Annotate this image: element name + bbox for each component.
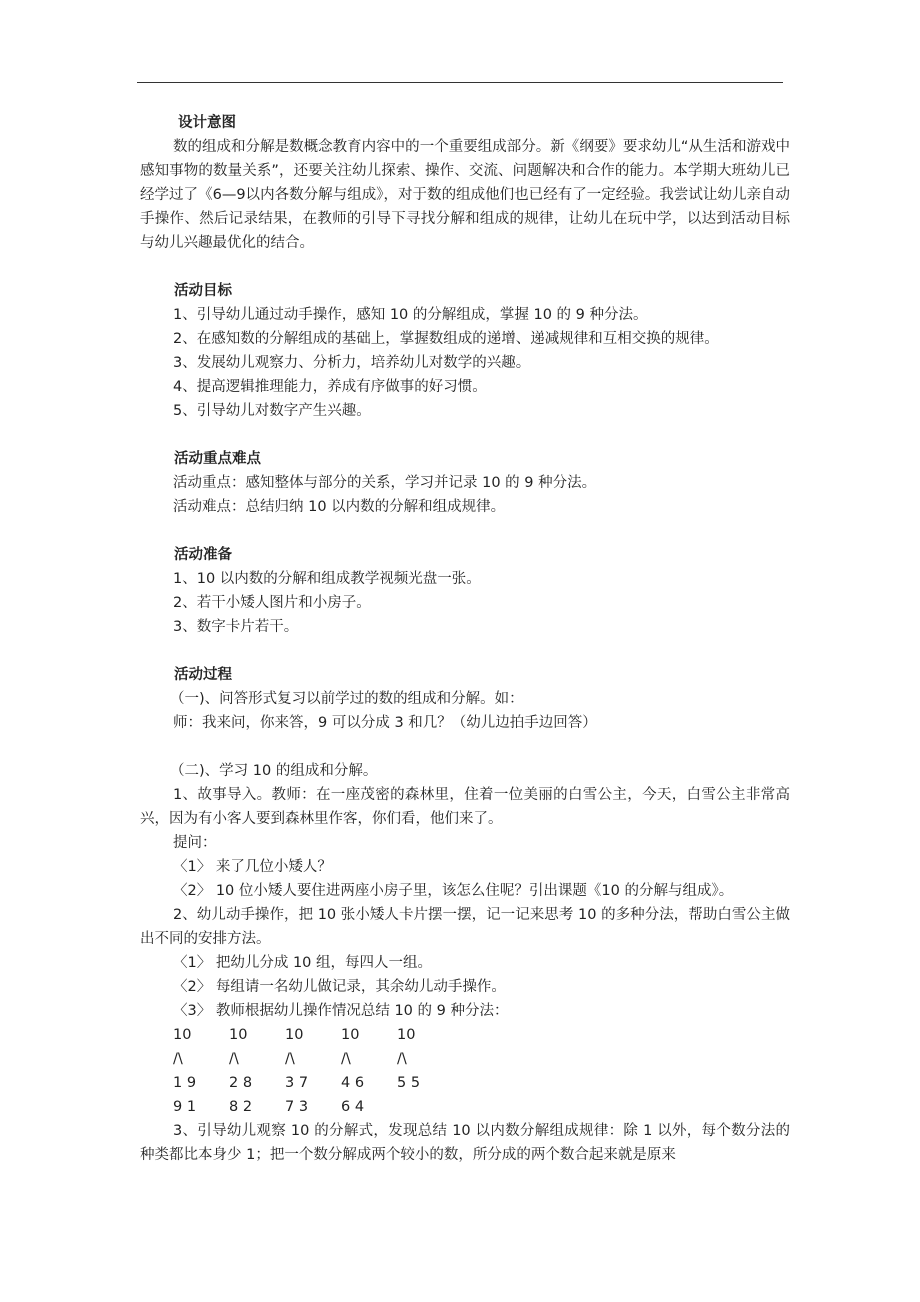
document-body: [140, 111, 790, 1167]
ask-item: 〈2〉 10 位小矮人要住进两座小房子里，该怎么住呢？引出课题《10 的分解与组成》。: [173, 883, 734, 899]
split-pair: 5 5: [397, 1075, 421, 1091]
process-part1: （一)、问答形式复习以前学过的数的组成和分解。如：: [170, 691, 524, 707]
split-mark: /\: [229, 1051, 239, 1067]
split-mark: /\: [173, 1051, 183, 1067]
process-title: 活动过程: [174, 667, 232, 683]
split-top: 10: [397, 1027, 416, 1043]
design-paragraph: 数的组成和分解是数概念教育内容中的一个重要组成部分。新《纲要》要求幼儿“从生活和游戏中感知事物的数量关系”，还要关注幼儿探索、操作、交流、问题解决和合作的能力。本学期大班幼儿已经学过了《6—9以内各数分解与组成》，对于数的组成他们也已经有了一定经验。我尝试让幼儿亲自动手操作、然后记录结果，在教师的引导下寻找分解和组成的规律，让幼儿在玩中学，以达到活动目标与幼儿兴趣最优化的结合。: [140, 139, 790, 251]
split-tops-row: [140, 1023, 790, 1047]
split-pair: 1 9: [173, 1075, 197, 1091]
process-step3: 3、引导幼儿观察 10 的分解式，发现总结 10 以内数分解组成规律：除 1 以外，每个数分法的种类都比本身少 1；把一个数分解成两个较小的数，所分成的两个数合起来就是原来: [140, 1123, 790, 1163]
design-title: 设计意图: [178, 115, 236, 131]
goals-title: 活动目标: [174, 283, 232, 299]
split-pair: 9 1: [173, 1099, 197, 1115]
goal-item: 3、发展幼儿观察力、分析力，培养幼儿对数学的兴趣。: [173, 355, 531, 371]
ask-item: 〈1〉 来了几位小矮人？: [173, 859, 332, 875]
split-lines-row: [140, 1047, 790, 1071]
split-top: 10: [173, 1027, 192, 1043]
split-pair: 8 2: [229, 1099, 253, 1115]
split-pair: 3 7: [285, 1075, 309, 1091]
sub-item: 〈1〉 把幼儿分成 10 组，每四人一组。: [173, 955, 433, 971]
split-pair: 6 4: [341, 1099, 365, 1115]
sub-item: 〈2〉 每组请一名幼儿做记录，其余幼儿动手操作。: [173, 979, 506, 995]
focus-item: 活动重点：感知整体与部分的关系，学习并记录 10 的 9 种分法。: [173, 475, 597, 491]
teacher-question: 师：我来问，你来答，9 可以分成 3 和几？（幼儿边拍手边回答）: [173, 715, 597, 731]
split-pair: 7 3: [285, 1099, 309, 1115]
prep-item: 1、10 以内数的分解和组成教学视频光盘一张。: [173, 571, 481, 587]
split-mark: /\: [341, 1051, 351, 1067]
split-top: 10: [229, 1027, 248, 1043]
goal-item: 2、在感知数的分解组成的基础上，掌握数组成的递增、递减规律和互相交换的规律。: [173, 331, 719, 347]
sub-item: 〈3〉 教师根据幼儿操作情况总结 10 的 9 种分法：: [173, 1003, 509, 1019]
split-mark: /\: [397, 1051, 407, 1067]
process-part2: （二)、学习 10 的组成和分解。: [170, 763, 378, 779]
goal-item: 4、提高逻辑推理能力，养成有序做事的好习惯。: [173, 379, 487, 395]
prep-title: 活动准备: [174, 547, 232, 563]
split-pair: 2 8: [229, 1075, 253, 1091]
prep-item: 2、若干小矮人图片和小房子。: [173, 595, 371, 611]
focus-item: 活动难点：总结归纳 10 以内数的分解和组成规律。: [173, 499, 506, 515]
process-step1: 1、故事导入。教师：在一座茂密的森林里，住着一位美丽的白雪公主，今天，白雪公主非常高兴，因为有小客人要到森林里作客，你们看，他们来了。: [140, 787, 790, 827]
process-step2: 2、幼儿动手操作，把 10 张小矮人卡片摆一摆，记一记来思考 10 的多种分法，帮助白雪公主做出不同的安排方法。: [140, 907, 790, 947]
focus-title: 活动重点难点: [174, 451, 261, 467]
goal-item: 5、引导幼儿对数字产生兴趣。: [173, 403, 371, 419]
prep-item: 3、数字卡片若干。: [173, 619, 299, 635]
split-top: 10: [285, 1027, 304, 1043]
header-rule: [137, 82, 783, 83]
split-mark: /\: [285, 1051, 295, 1067]
split-top: 10: [341, 1027, 360, 1043]
pairs-row-a: [140, 1071, 790, 1095]
pairs-row-b: [140, 1095, 790, 1119]
goal-item: 1、引导幼儿通过动手操作，感知 10 的分解组成，掌握 10 的 9 种分法。: [173, 307, 648, 323]
ask-label: 提问：: [173, 835, 217, 851]
split-pair: 4 6: [341, 1075, 365, 1091]
